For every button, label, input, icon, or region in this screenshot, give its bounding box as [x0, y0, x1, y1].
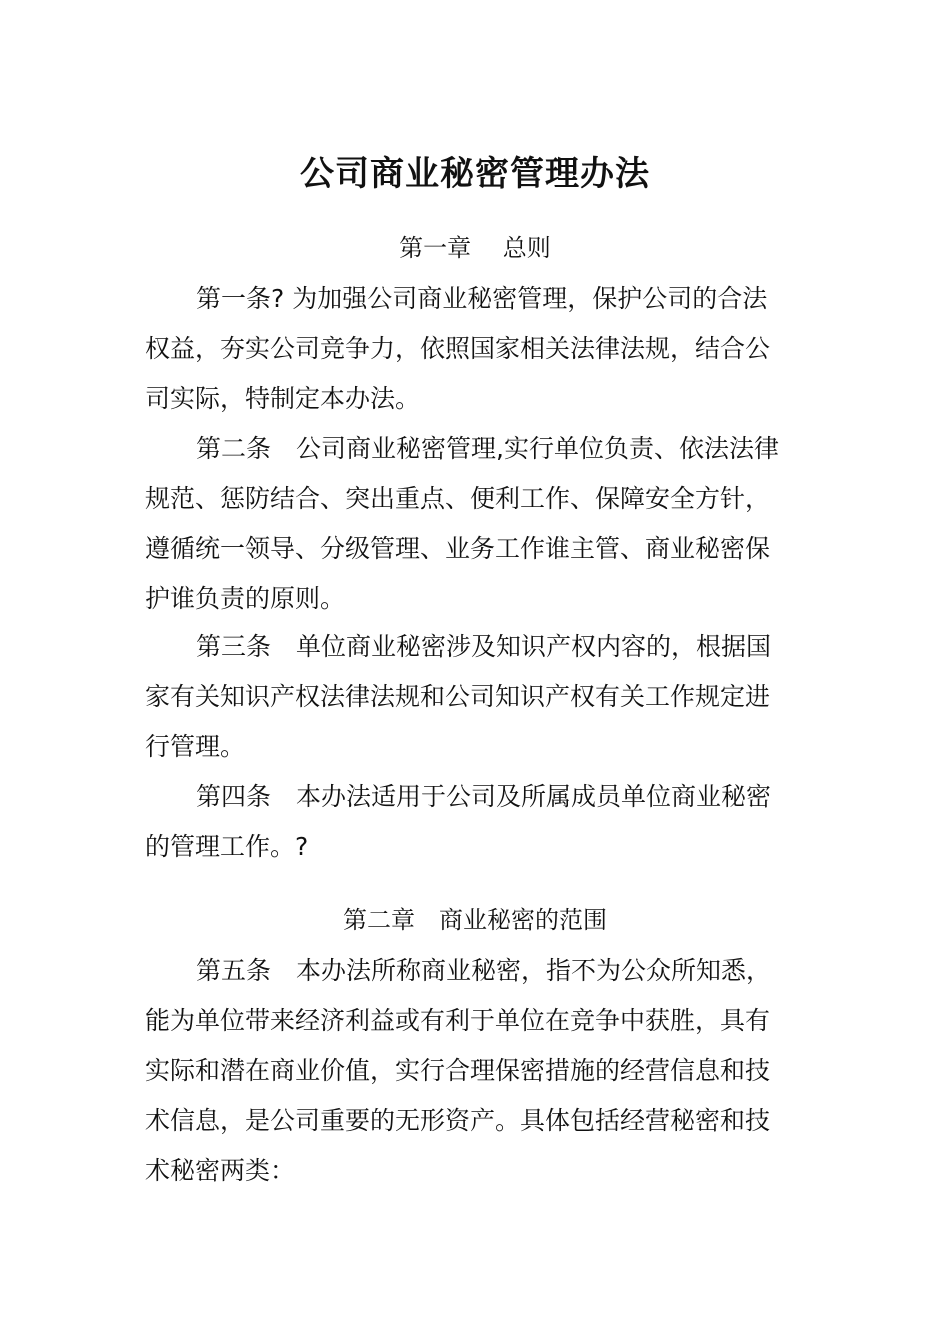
paragraph-line: 能为单位带来经济利益或有利于单位在竞争中获胜，具有	[145, 1006, 771, 1035]
paragraph-line: 第三条 单位商业秘密涉及知识产权内容的，根据国	[196, 632, 772, 661]
article-paragraph	[145, 772, 810, 872]
paragraph-line: 行管理。	[145, 732, 246, 761]
article-paragraph	[145, 946, 810, 1196]
chapter-heading: 第一章 总则	[399, 234, 551, 262]
paragraph-line: 第一条? 为加强公司商业秘密管理，保护公司的合法	[196, 284, 768, 313]
paragraph-line: 术信息，是公司重要的无形资产。具体包括经营秘密和技	[145, 1106, 771, 1135]
paragraph-line: 的管理工作。?	[145, 832, 309, 861]
article-paragraph	[145, 424, 810, 624]
article-paragraph	[145, 622, 810, 772]
paragraph-line: 家有关知识产权法律法规和公司知识产权有关工作规定进	[145, 682, 771, 711]
paragraph-line: 护谁负责的原则。	[145, 584, 346, 613]
paragraph-line: 第四条 本办法适用于公司及所属成员单位商业秘密	[196, 782, 772, 811]
document-title: 公司商业秘密管理办法	[300, 154, 650, 194]
paragraph-line: 第五条 本办法所称商业秘密，指不为公众所知悉，	[196, 956, 772, 985]
paragraph-line: 司实际，特制定本办法。	[145, 384, 421, 413]
paragraph-line: 术秘密两类：	[145, 1156, 296, 1185]
article-paragraph	[145, 274, 810, 424]
paragraph-line: 第二条 公司商业秘密管理,实行单位负责、依法法律	[196, 434, 779, 463]
chapter-heading: 第二章 商业秘密的范围	[343, 906, 607, 934]
paragraph-line: 权益，夯实公司竞争力，依照国家相关法律法规，结合公	[145, 334, 771, 363]
paragraph-line: 实际和潜在商业价值，实行合理保密措施的经营信息和技	[145, 1056, 771, 1085]
paragraph-line: 遵循统一领导、分级管理、业务工作谁主管、商业秘密保	[145, 534, 771, 563]
paragraph-line: 规范、惩防结合、突出重点、便利工作、保障安全方针，	[145, 484, 771, 513]
